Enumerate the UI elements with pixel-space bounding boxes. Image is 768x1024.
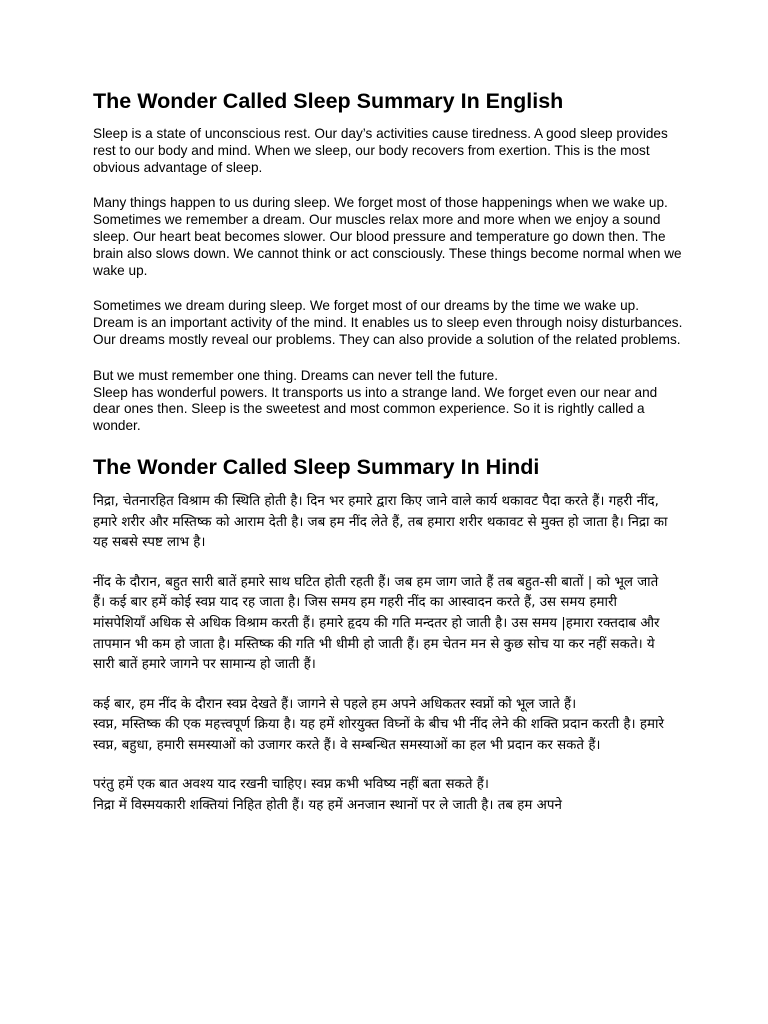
english-paragraph: Sleep has wonderful powers. It transports us into a strange land. We forget even our near and dear ones then. Sleep is the sweetest and most common experience. So it is rightly called a wonder.	[93, 384, 658, 434]
hindi-paragraph: निद्रा, चेतनारहित विश्राम की स्थिति होती है। दिन भर हमारे द्वारा किए जाने वाले कार्य थकावट पैदा करते हैं। गहरी नींद, हमारे शरीर और मस्तिष्क को आराम देती है। जब हम नींद लेते हैं, तब हमारा शरीर थकावट से मुक्त हो जाता है। निद्रा का यह सबसे स्पष्ट लाभ है।	[93, 493, 668, 551]
english-paragraph: Many things happen to us during sleep. We forget most of those happenings when we wake up. Sometimes we remember a dream. Our muscles relax more and more when we enjoy a sound sleep. Our heart beat becomes slower. Our blood pressure and temperature go down then. The brain also slows down. We cannot think or act consciously. These things become normal when we wake up.	[93, 195, 682, 278]
hindi-paragraph: नींद के दौरान, बहुत सारी बातें हमारे साथ घटित होती रहती हैं। जब हम जाग जाते हैं तब बहुत-सी बातों | को भूल जाते हैं। कई बार हमें कोई स्वप्न याद रह जाता है। जिस समय हम गहरी नींद का आस्वादन करते हैं, उस समय हमारी मांसपेशियाँ अधिक से अधिक विश्राम करती हैं। हमारे हृदय की गति मन्दतर हो जाती है। उस समय |हमारा रक्तदाब और तापमान भी कम हो जाता है। मस्तिष्क की गति भी धीमी हो जाती हैं। हम चेतन मन से कुछ सोच या कर नहीं सकते। ये सारी बातें हमारे जागने पर सामान्य हो जाती हैं।	[93, 574, 660, 673]
english-paragraph: But we must remember one thing. Dreams can never tell the future.	[93, 367, 498, 383]
english-summary-heading: The Wonder Called Sleep Summary In English	[93, 89, 564, 113]
english-paragraph: Sleep is a state of unconscious rest. Our day’s activities cause tiredness. A good sleep provides rest to our body and mind. When we sleep, our body recovers from exertion. This is the most obvious advantage of sleep.	[93, 126, 668, 175]
hindi-summary-heading: The Wonder Called Sleep Summary In Hindi	[93, 454, 540, 479]
english-paragraph: Sometimes we dream during sleep. We forget most of our dreams by the time we wake up.	[93, 298, 640, 314]
english-paragraph: Dream is an important activity of the mind. It enables us to sleep even through noisy disturbances. Our dreams mostly reveal our problems. They can also provide a solution of the related problems.	[93, 315, 683, 347]
hindi-paragraph: कई बार, हम नींद के दौरान स्वप्न देखते हैं। जागने से पहले हम अपने अधिकतर स्वप्नों को भूल जाते हैं।	[93, 696, 577, 712]
hindi-summary-section	[93, 454, 768, 817]
english-summary-section	[93, 88, 768, 435]
hindi-paragraph: निद्रा में विस्मयकारी शक्तियां निहित होती हैं। यह हमें अनजान स्थानों पर ले जाती है। तब हम अपने	[93, 798, 562, 814]
hindi-paragraph: स्वप्न, मस्तिष्क की एक महत्त्वपूर्ण क्रिया है। यह हमें शोरयुक्त विघ्नों के बीच भी नींद लेने की शक्ति प्रदान करती है। हमारे स्वप्न, बहुधा, हमारी समस्याओं को उजागर करते हैं। वे सम्बन्धित समस्याओं का हल भी प्रदान कर सकते हैं।	[93, 717, 664, 753]
hindi-paragraph: परंतु हमें एक बात अवश्य याद रखनी चाहिए। स्वप्न कभी भविष्य नहीं बता सकते हैं।	[93, 777, 489, 793]
